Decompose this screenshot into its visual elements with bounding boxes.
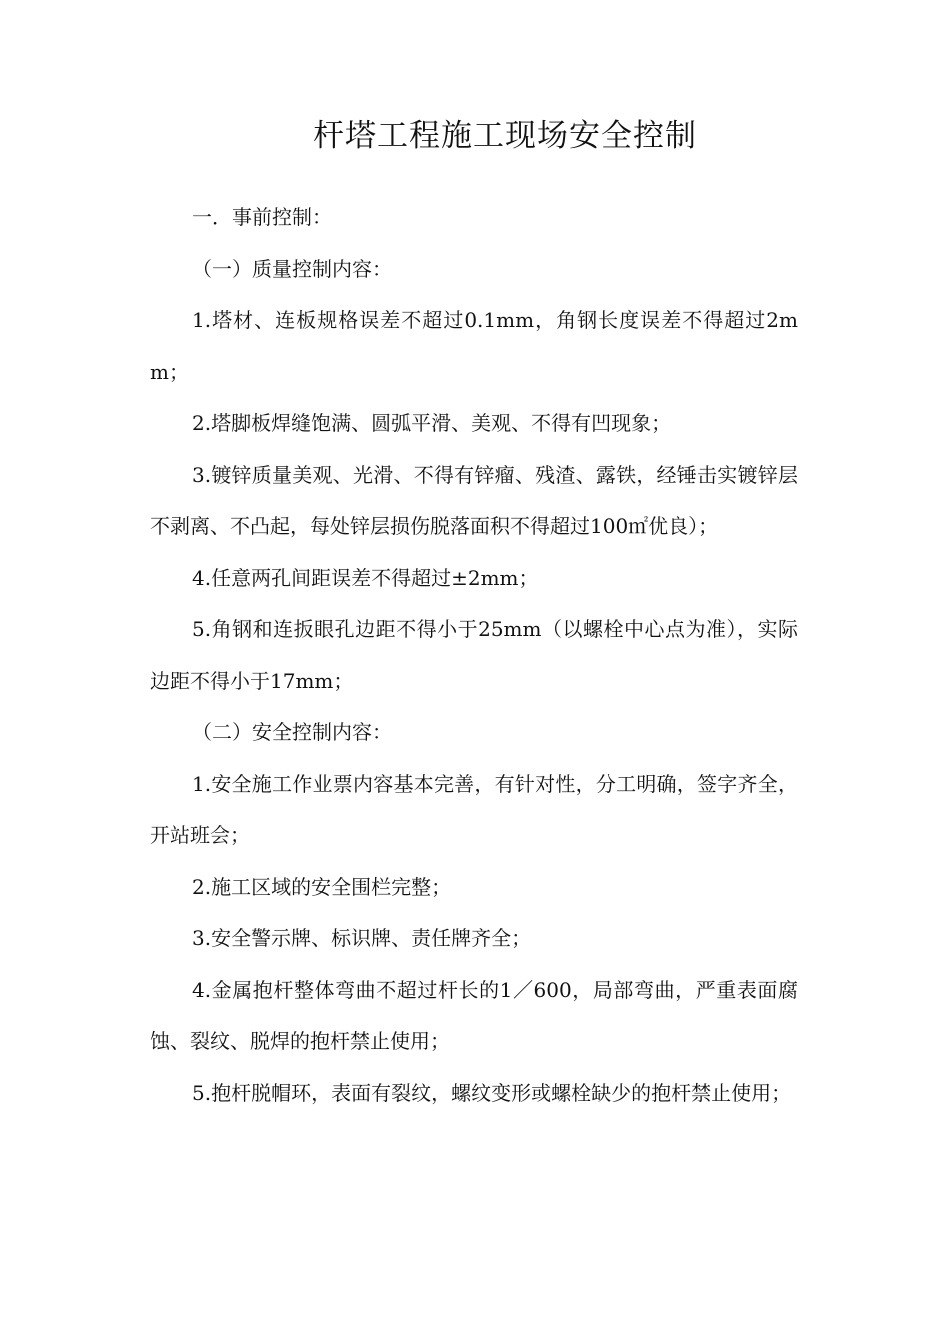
safety-item-4: 4.金属抱杆整体弯曲不超过杆长的1／600，局部弯曲，严重表面腐蚀、裂纹、脱焊的抱杆禁止使用； bbox=[150, 977, 798, 1053]
safety-heading: （二）安全控制内容： bbox=[192, 720, 392, 744]
quality-item-4: 4.任意两孔间距误差不得超过±2mm； bbox=[192, 565, 539, 590]
page-title: 杆塔工程施工现场安全控制 bbox=[313, 118, 697, 154]
quality-item-3: 3.镀锌质量美观、光滑、不得有锌瘤、残渣、露铁，经锤击实镀锌层不剥离、不凸起，每处锌层损伤脱落面积不得超过100㎡优良）； bbox=[150, 462, 798, 538]
safety-item-5: 5.抱杆脱帽环，表面有裂纹，螺纹变形或螺栓缺少的抱杆禁止使用； bbox=[192, 1080, 792, 1105]
safety-item-3: 3.安全警示牌、标识牌、责任牌齐全； bbox=[192, 926, 532, 950]
section-heading: 一．事前控制： bbox=[192, 205, 332, 229]
safety-item-2: 2.施工区域的安全围栏完整； bbox=[192, 874, 452, 899]
quality-item-2: 2.塔脚板焊缝饱满、圆弧平滑、美观、不得有凹现象； bbox=[192, 411, 672, 435]
quality-heading: （一）质量控制内容： bbox=[192, 256, 392, 281]
document-body bbox=[150, 192, 798, 1119]
safety-item-1: 1.安全施工作业票内容基本完善，有针对性，分工明确，签字齐全，开站班会； bbox=[150, 771, 798, 847]
quality-item-1: 1.塔材、连板规格误差不超过0.1mm，角钢长度误差不得超过2mm； bbox=[150, 308, 798, 384]
quality-item-5: 5.角钢和连扳眼孔边距不得小于25mm（以螺栓中心点为准），实际边距不得小于17mm； bbox=[150, 617, 798, 693]
